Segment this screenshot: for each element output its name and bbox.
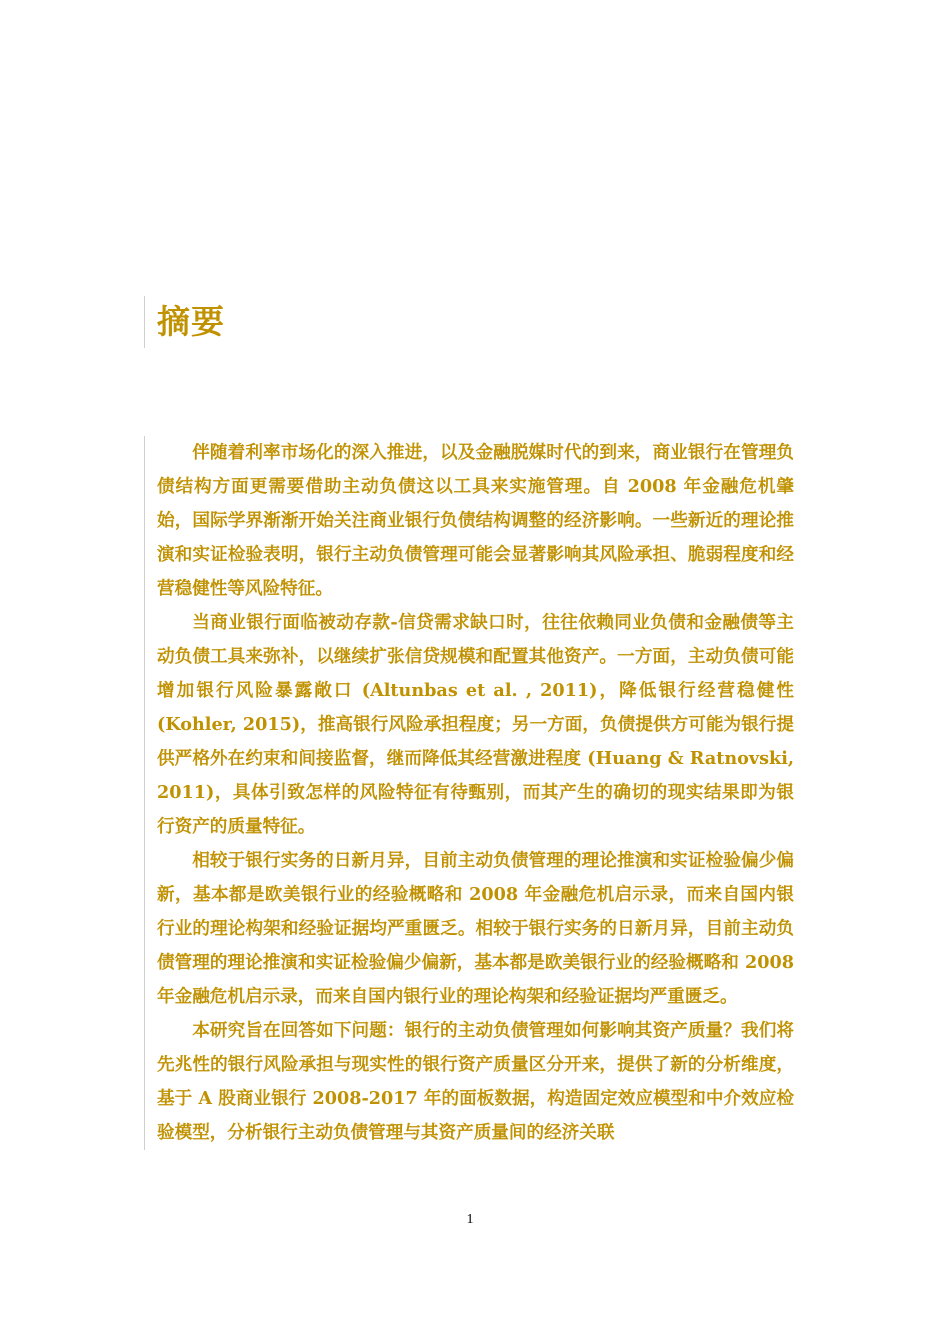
heading-block <box>144 296 225 348</box>
paragraph-3: 相较于银行实务的日新月异，目前主动负债管理的理论推演和实证检验偏少偏新，基本都是欧美银行业的经验概略和 2008 年金融危机启示录，而来自国内银行业的理论构架和经验证据均严重匮乏。相较于银行实务的日新月异，目前主动负债管理的理论推演和实证检验偏少偏新，基本都是欧美银行业的经验概略和 2008 年金融危机启示录，而来自国内银行业的理论构架和经验证据均严重匮乏。 <box>144 844 794 1014</box>
paragraph-4: 本研究旨在回答如下问题：银行的主动负债管理如何影响其资产质量？我们将先兆性的银行风险承担与现实性的银行资产质量区分开来，提供了新的分析维度，基于 A 股商业银行 2008-2017 年的面板数据，构造固定效应模型和中介效应检验模型，分析银行主动负债管理与其资产质量间的经济关联 <box>144 1014 794 1150</box>
abstract-body <box>144 436 794 1150</box>
page-number: 1 <box>466 1212 474 1227</box>
section-heading: 摘要 <box>157 302 225 341</box>
paragraph-1: 伴随着利率市场化的深入推进，以及金融脱媒时代的到来，商业银行在管理负债结构方面更需要借助主动负债这以工具来实施管理。自 2008 年金融危机肇始，国际学界渐渐开始关注商业银行负债结构调整的经济影响。一些新近的理论推演和实证检验表明，银行主动负债管理可能会显著影响其风险承担、脆弱程度和经营稳健性等风险特征。 <box>144 436 794 606</box>
paragraph-2: 当商业银行面临被动存款-信贷需求缺口时，往往依赖同业负债和金融债等主动负债工具来弥补，以继续扩张信贷规模和配置其他资产。一方面，主动负债可能增加银行风险暴露敞口 (Altunbas et al. , 2011)，降低银行经营稳健性 (Kohler, 2015)，推高银行风险承担程度；另一方面，负债提供方可能为银行提供严格外在约束和间接监督，继而降低其经营激进程度 (Huang & Ratnovski, 2011)，具体引致怎样的风险特征有待甄别，而其产生的确切的现实结果即为银行资产的质量特征。 <box>144 606 794 844</box>
